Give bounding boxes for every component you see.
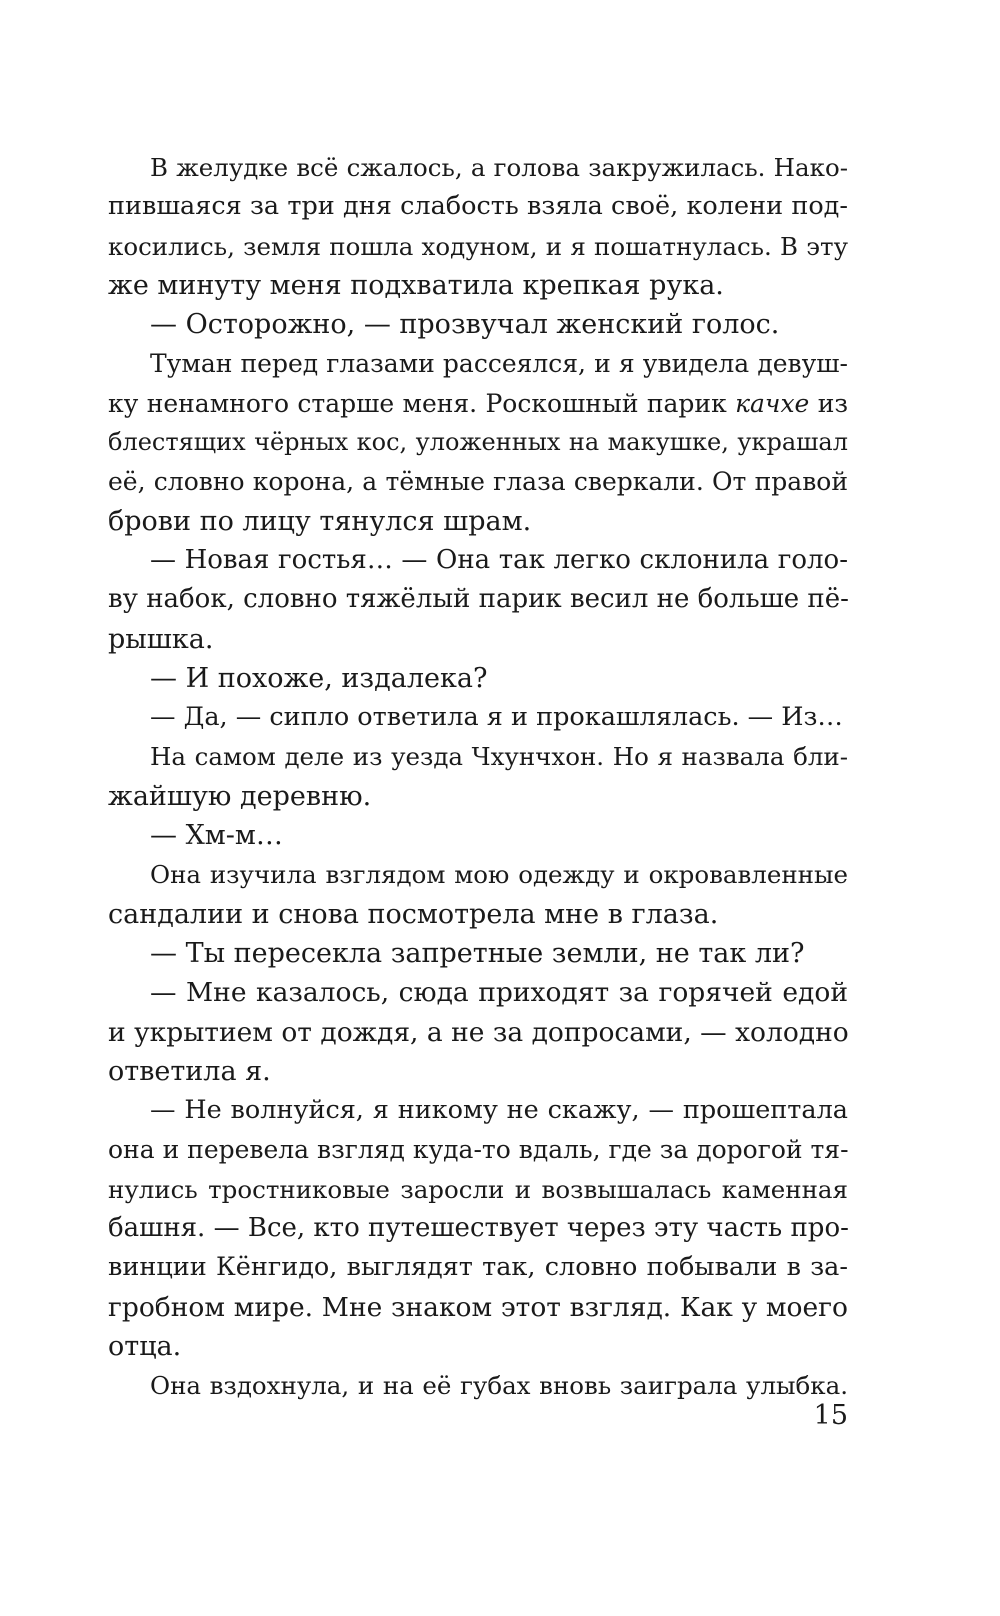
text-line: — Хм-м… xyxy=(150,820,283,852)
text-line: она и перевела взгляд куда-то вдаль, где за дорогой тя- xyxy=(108,1135,849,1165)
text-line: же минуту меня подхватила крепкая рука. xyxy=(108,269,724,301)
page-number: 15 xyxy=(813,1400,848,1431)
text-line: гробном мире. Мне знаком этот взгляд. Как у моего xyxy=(108,1291,848,1323)
text-line: Она вздохнула, и на её губах вновь заиграла улыбка. xyxy=(150,1371,848,1401)
text-line: — Ты пересекла запретные земли, не так ли? xyxy=(150,937,805,969)
text-line: башня. — Все, кто путешествует через эту часть про- xyxy=(108,1213,849,1244)
text-line: пившаяся за три дня слабость взяла своё, колени под- xyxy=(108,191,848,222)
text-line: нулись тростниковые заросли и возвышалась каменная xyxy=(108,1174,848,1204)
text-line: сандалии и снова посмотрела мне в глаза. xyxy=(108,898,719,930)
text-line: — Не волнуйся, я никому не скажу, — прошептала xyxy=(150,1095,848,1126)
text-line: — И похоже, издалека? xyxy=(150,662,488,694)
text-line: блестящих чёрных кос, уложенных на макушке, украшал xyxy=(108,428,848,457)
text-line: и укрытием от дождя, а не за допросами, — холодно xyxy=(108,1016,849,1048)
text-line: брови по лицу тянулся шрам. xyxy=(108,505,532,537)
text-line: косились, земля пошла ходуном, и я пошатнулась. В эту xyxy=(108,231,848,261)
text-line: Туман перед глазами рассеялся, и я увидела девуш- xyxy=(150,349,848,379)
text-line: ку ненамного старше меня. Роскошный парик качхе из xyxy=(108,388,848,418)
text-line: винции Кёнгидо, выглядят так, словно побывали в за- xyxy=(108,1252,848,1283)
text-line: — Мне казалось, сюда приходят за горячей едой xyxy=(150,977,848,1009)
text-line: Она изучила взглядом мою одежду и окровавленные xyxy=(150,860,848,890)
text-line: — Новая гостья… — Она так легко склонила голо- xyxy=(150,544,848,575)
text-line: её, словно корона, а тёмные глаза сверкали. От правой xyxy=(108,467,848,497)
text-line: ву набок, словно тяжёлый парик весил не больше пё- xyxy=(108,584,849,615)
text-line: — Осторожно, — прозвучал женский голос. xyxy=(150,309,780,341)
text-line: — Да, — сипло ответила я и прокашлялась. — Из… xyxy=(150,702,843,733)
text-line: ответила я. xyxy=(108,1055,271,1087)
text-line: рышка. xyxy=(108,623,214,655)
text-line: На самом деле из уезда Чхунчхон. Но я назвала бли- xyxy=(150,742,848,772)
page-text-body xyxy=(108,148,848,1406)
text-line: жайшую деревню. xyxy=(108,780,372,812)
text-line: В желудке всё сжалось, а голова закружилась. Нако- xyxy=(150,153,848,182)
text-line: отца. xyxy=(108,1330,182,1362)
